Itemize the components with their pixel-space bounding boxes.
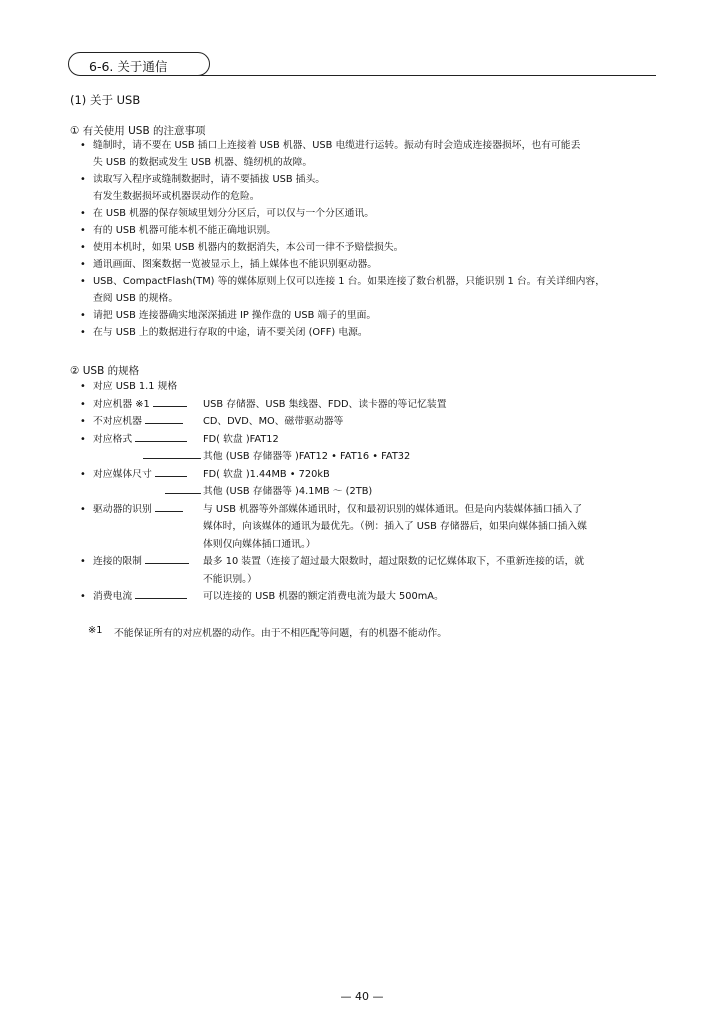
usage-notes-list — [80, 137, 660, 341]
list-item: • 在与 USB 上的数据进行存取的中途，请不要关闭 (OFF) 电源。 — [80, 327, 368, 338]
spec-row: • 连接的限制 最多 10 装置（连接了超过最大限数时，超过限数的记忆媒体取下，不重新连接的话，就 不能识别。） — [80, 556, 585, 585]
list-item: • 请把 USB 连接器确实地深深插进 IP 操作盘的 USB 端子的里面。 — [80, 310, 377, 321]
spec-row: • 对应媒体尺寸 FD( 软盘 )1.44MB • 720kB — [80, 468, 330, 480]
section-title: 6-6. 关于通信 — [89, 59, 168, 74]
spec-row: • 对应机器 ※1 USB 存储器、USB 集线器、FDD、读卡器的等记忆装置 — [80, 398, 447, 410]
spec-row: • 驱动器的识别 与 USB 机器等外部媒体通讯时，仅和最初识别的媒体通讯。但是向内装媒体插口插入了 媒体时，向该媒体的通讯为最优先。（例：插入了 USB 存储器后，如果向媒体插口插入媒 体则仅向媒体插口通讯。） — [80, 503, 587, 550]
usage-notes-title: ① 有关使用 USB 的注意事项 — [70, 125, 206, 137]
footnote-mark: ※1 — [88, 625, 103, 636]
spec-row: • 对应格式 FD( 软盘 )FAT12 — [80, 433, 279, 445]
section-header — [68, 52, 656, 80]
spec-row: • 不对应机器 CD、DVD、MO、磁带驱动器等 — [80, 416, 344, 427]
list-item: • 使用本机时，如果 USB 机器内的数据消失，本公司一律不予赔偿损失。 — [80, 242, 404, 253]
spec-row: • 对应 USB 1.1 规格 — [80, 381, 178, 392]
list-item: • 通讯画面、图案数据一览被显示上，插上媒体也不能识别驱动器。 — [80, 259, 378, 270]
page-number: — 40 — — [340, 990, 384, 1003]
list-item: • 读取写入程序或缝制数据时，请不要插拔 USB 插头。 有发生数据损坏或机器误动作的危险。 — [80, 174, 326, 202]
section-rule — [198, 75, 656, 76]
usb-spec-list: • 对应 USB 1.1 规格 • 对应机器 ※1 USB 存储器、USB 集线器、FDD、读卡器的等记忆装置 • 不对应机器 CD、DVD、MO、磁带驱动器等 • 对应格式 FD( 软盘 )FAT12 其他 (USB 存储器等 )FAT12 • FAT16 • FAT32 • 对应媒体尺寸 FD( 软盘 )1.44MB • 720kB 其他 (USB 存储器等 )4.1MB ～ (2TB) • 驱动器的识别 与 USB 机器等外部媒体通讯时，仅和最初识别的媒体通讯。但是向内装媒体插口插入了 媒体时，向该媒体的通讯为最优先。（例：插入了 USB 存储器后，如果向媒体插口插入媒 体则仅向媒体插口通讯。） • 连接的限制 最多 10 装置（连接了超过最大限数时，超过限数的记忆媒体取下，不重新连接的话，就 不能识别。） • 消费电流 可以连接的 USB 机器的额定消费电流为最大 500mA。 — [80, 378, 670, 606]
subsection-title: (1) 关于 USB — [70, 93, 141, 107]
list-item: • 有的 USB 机器可能本机不能正确地识别。 — [80, 225, 277, 236]
section-title-tab — [68, 52, 210, 76]
list-item: • 缝制时，请不要在 USB 插口上连接着 USB 机器、USB 电缆进行运转。振动有时会造成连接器损坏，也有可能丢 失 USB 的数据或发生 USB 机器、缝纫机的故障。 — [80, 140, 581, 168]
footnote — [88, 625, 447, 639]
list-item: • USB、CompactFlash(TM) 等的媒体原则上仅可以连接 1 台。如果连接了数台机器，只能识别 1 台。有关详细内容， 查阅 USB 的规格。 — [80, 276, 606, 304]
spec-row: • 消费电流 可以连接的 USB 机器的额定消费电流为最大 500mA。 — [80, 591, 444, 602]
usb-spec-title: ② USB 的规格 — [70, 365, 140, 377]
footnote-text: 不能保证所有的对应机器的动作。由于不相匹配等问题，有的机器不能动作。 — [114, 628, 448, 639]
list-item: • 在 USB 机器的保存领域里划分分区后，可以仅与一个分区通讯。 — [80, 208, 375, 219]
